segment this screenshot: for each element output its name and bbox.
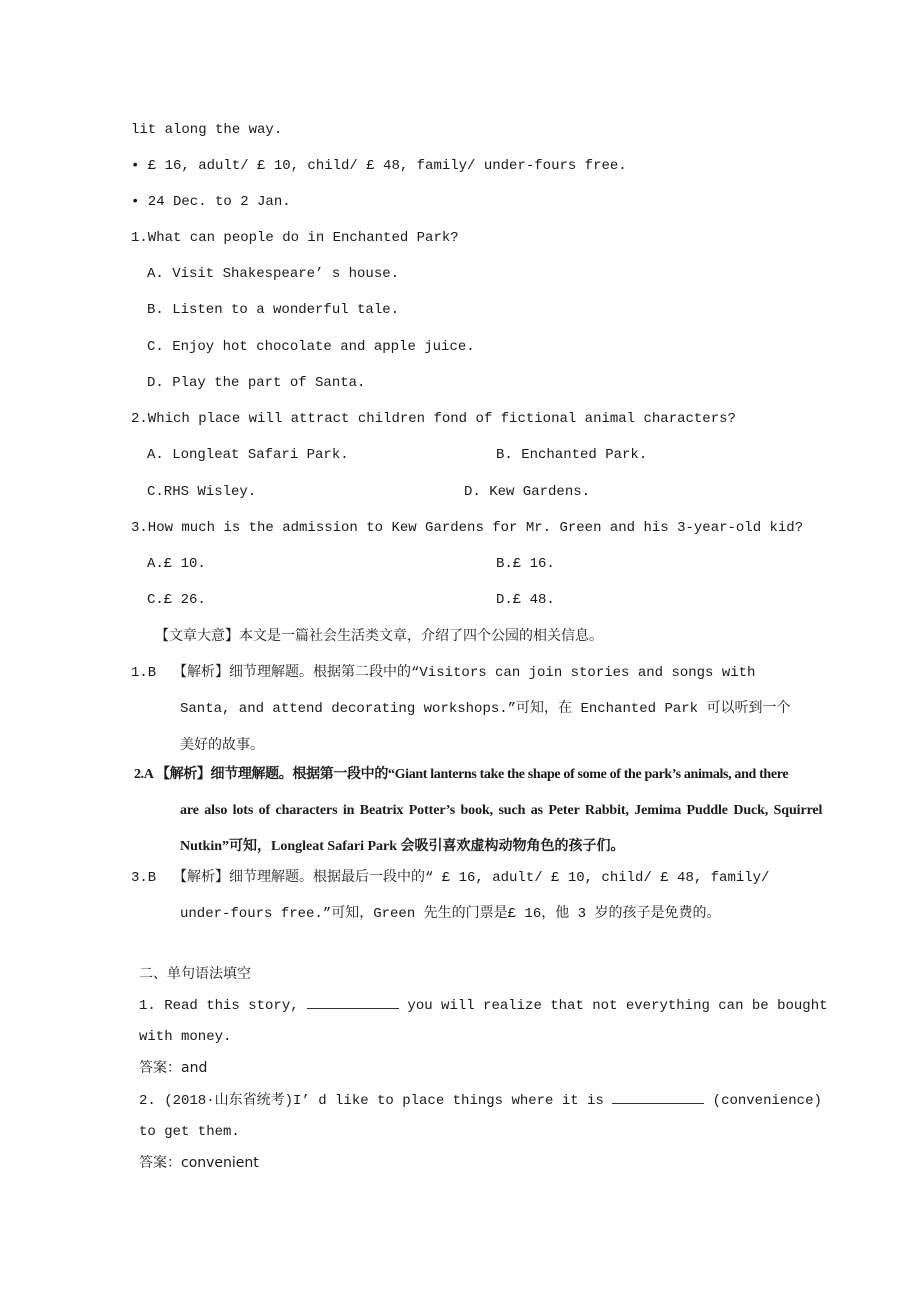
question-3-option-a: A.£ 10.: [147, 556, 206, 572]
question-3-option-c: C.£ 26.: [147, 592, 206, 608]
passage-line: lit along the way.: [131, 122, 283, 138]
question-2-stem: 2.Which place will attract children fond of fictional animal characters?: [131, 411, 736, 427]
explanation-1-line-2: Santa, and attend decorating workshops.”可知，在 Enchanted Park 可以听到一个: [180, 701, 791, 717]
price-bullet: • £ 16, adult/ £ 10, child/ £ 48, family/ under-fours free.: [131, 158, 627, 174]
explanation-2-line-2: are also lots of characters in Beatrix Potter’s book, such as Peter Rabbit, Jemima Puddle Duck, Squirrel: [180, 803, 823, 818]
question-1-option-b: B. Listen to a wonderful tale.: [147, 302, 400, 318]
explanation-1-line-3: 美好的故事。: [180, 737, 264, 753]
explanation-3-line-2: under-fours free.”可知，Green 先生的门票是£ 16，他 3 岁的孩子是免费的。: [180, 906, 721, 922]
grammar-item-1-blank[interactable]: [307, 996, 399, 1009]
grammar-section-title: 二、单句语法填空: [139, 966, 251, 982]
grammar-item-1-text-after: you will realize that not everything can be bought: [399, 998, 828, 1014]
question-1-option-c: C. Enjoy hot chocolate and apple juice.: [147, 339, 475, 355]
question-1-option-a: A. Visit Shakespeare’ s house.: [147, 266, 400, 282]
question-2-option-b: B. Enchanted Park.: [496, 447, 648, 463]
question-1-stem: 1.What can people do in Enchanted Park?: [131, 230, 459, 246]
explanation-2-line-3: Nutkin”可知，Longleat Safari Park 会吸引喜欢虚构动物角色的孩子们。: [180, 839, 625, 854]
question-1-option-d: D. Play the part of Santa.: [147, 375, 366, 391]
question-3-option-b: B.£ 16.: [496, 556, 555, 572]
grammar-item-2-line-1: [139, 1091, 822, 1110]
question-2-option-d: D. Kew Gardens.: [464, 484, 591, 500]
explanation-3-line-1: 3.B 【解析】细节理解题。根据最后一段中的“ £ 16, adult/ £ 10, child/ £ 48, family/: [131, 870, 770, 886]
grammar-item-2-line-2: to get them.: [139, 1124, 240, 1140]
grammar-item-2-answer: 答案：convenient: [139, 1155, 259, 1171]
grammar-item-1-line-1: [139, 996, 828, 1015]
explanation-1-line-1: 1.B 【解析】细节理解题。根据第二段中的“Visitors can join stories and songs with: [131, 665, 756, 681]
grammar-item-1-text-before: 1. Read this story,: [139, 998, 308, 1014]
dates-bullet: • 24 Dec. to 2 Jan.: [131, 194, 291, 210]
question-2-option-c: C.RHS Wisley.: [147, 484, 257, 500]
explanation-2-line-1: 2.A 【解析】细节理解题。根据第一段中的“Giant lanterns take the shape of some of the park’s animals, and there: [134, 767, 789, 782]
article-summary: 【文章大意】本文是一篇社会生活类文章，介绍了四个公园的相关信息。: [155, 628, 603, 644]
grammar-item-2-text-after: (convenience): [704, 1093, 822, 1109]
question-3-stem: 3.How much is the admission to Kew Gardens for Mr. Green and his 3-year-old kid?: [131, 520, 804, 536]
grammar-item-2-text-before: 2. (2018·山东省统考)I’ d like to place things where it is: [139, 1093, 613, 1109]
grammar-item-2-blank[interactable]: [612, 1091, 704, 1104]
grammar-item-1-answer: 答案：and: [139, 1060, 208, 1076]
question-3-option-d: D.£ 48.: [496, 592, 555, 608]
question-2-option-a: A. Longleat Safari Park.: [147, 447, 349, 463]
grammar-item-1-line-2: with money.: [139, 1029, 232, 1045]
